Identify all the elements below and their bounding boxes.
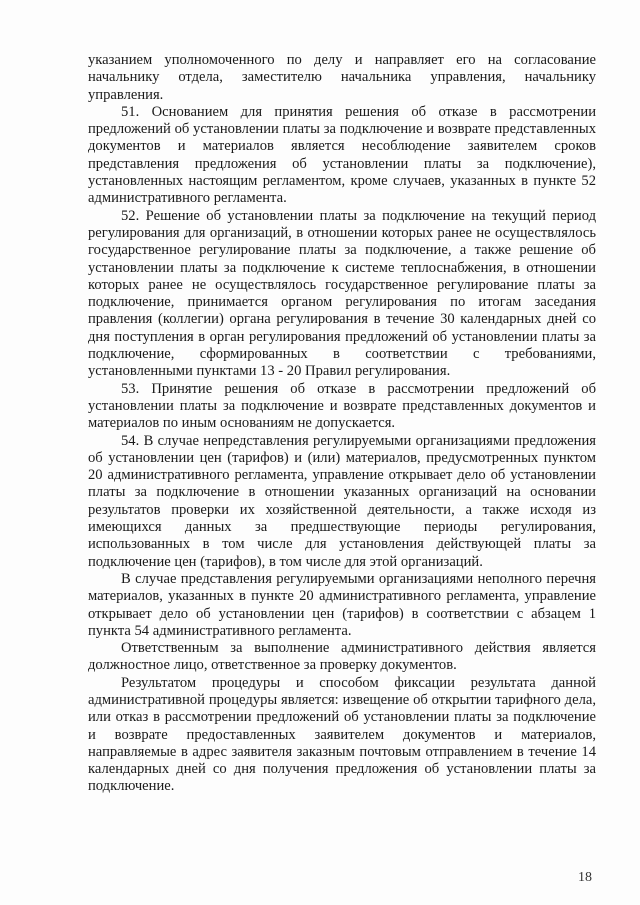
paragraph-53: 53. Принятие решения об отказе в рассмотрении предложений об установлении платы за подключение и возврате представленных документов и материалов по иным основаниям не допускается.	[88, 380, 596, 432]
paragraph-continuation: указанием уполномоченного по делу и направляет его на согласование начальнику отдела, заместителю начальника управления, начальнику управления.	[88, 52, 596, 103]
paragraph-54: 54. В случае непредставления регулируемыми организациями предложения об установлении цен (тарифов) и (или) материалов, предусмотренных пунктом 20 административного регламента, управление открывает дело об установлении платы за подключение в отношении указанных организаций на основании результатов проверки их хозяйственной деятельности, а также исходя из имеющихся данных за предшествующие периоды регулирования, использованных в том числе для установления действующей платы за подключение цен (тарифов), в том числе для этой организаций.	[88, 432, 596, 570]
paragraph-procedure-result: Результатом процедуры и способом фиксации результата данной административной процедуры является: извещение об открытии тарифного дела, или отказ в рассмотрении предложений об установлении платы за подключение и возврате предоставленных заявителем документов и материалов, направляемые в адрес заявителя заказным почтовым отправлением в течение 14 календарных дней со дня получения предложения об установлении платы за подключение.	[88, 674, 596, 795]
paragraph-incomplete-materials: В случае представления регулируемыми организациями неполного перечня материалов, указанных в пункте 20 административного регламента, управление открывает дело об установлении цен (тарифов) в соответствии с абзацем 1 пункта 54 административного регламента.	[88, 570, 596, 639]
page-number: 18	[578, 870, 592, 885]
document-body	[88, 52, 596, 796]
paragraph-responsible-person: Ответственным за выполнение административного действия является должностное лицо, ответственное за проверку документов.	[88, 640, 596, 674]
paragraph-51: 51. Основанием для принятия решения об отказе в рассмотрении предложений об установлении платы за подключение и возврате представленных документов и материалов является несоблюдение заявителем сроков представления предложения об установлении платы за подключение), установленных настоящим регламентом, кроме случаев, указанных в пункте 52 административного регламента.	[88, 103, 596, 207]
paragraph-52: 52. Решение об установлении платы за подключение на текущий период регулирования для организаций, в отношении которых ранее не осуществлялось государственное регулирование платы за подключение, а также решение об установлении платы за подключение к системе теплоснабжения, в отношении которых ранее не осуществлялось государственное регулирование платы за подключение, принимается органом регулирования по итогам заседания правления (коллегии) органа регулирования в течение 30 календарных дней со дня поступления в орган регулирования предложений об установлении платы за подключение, сформированных в соответствии с требованиями, установленными пунктами 13 - 20 Правил регулирования.	[88, 207, 596, 380]
